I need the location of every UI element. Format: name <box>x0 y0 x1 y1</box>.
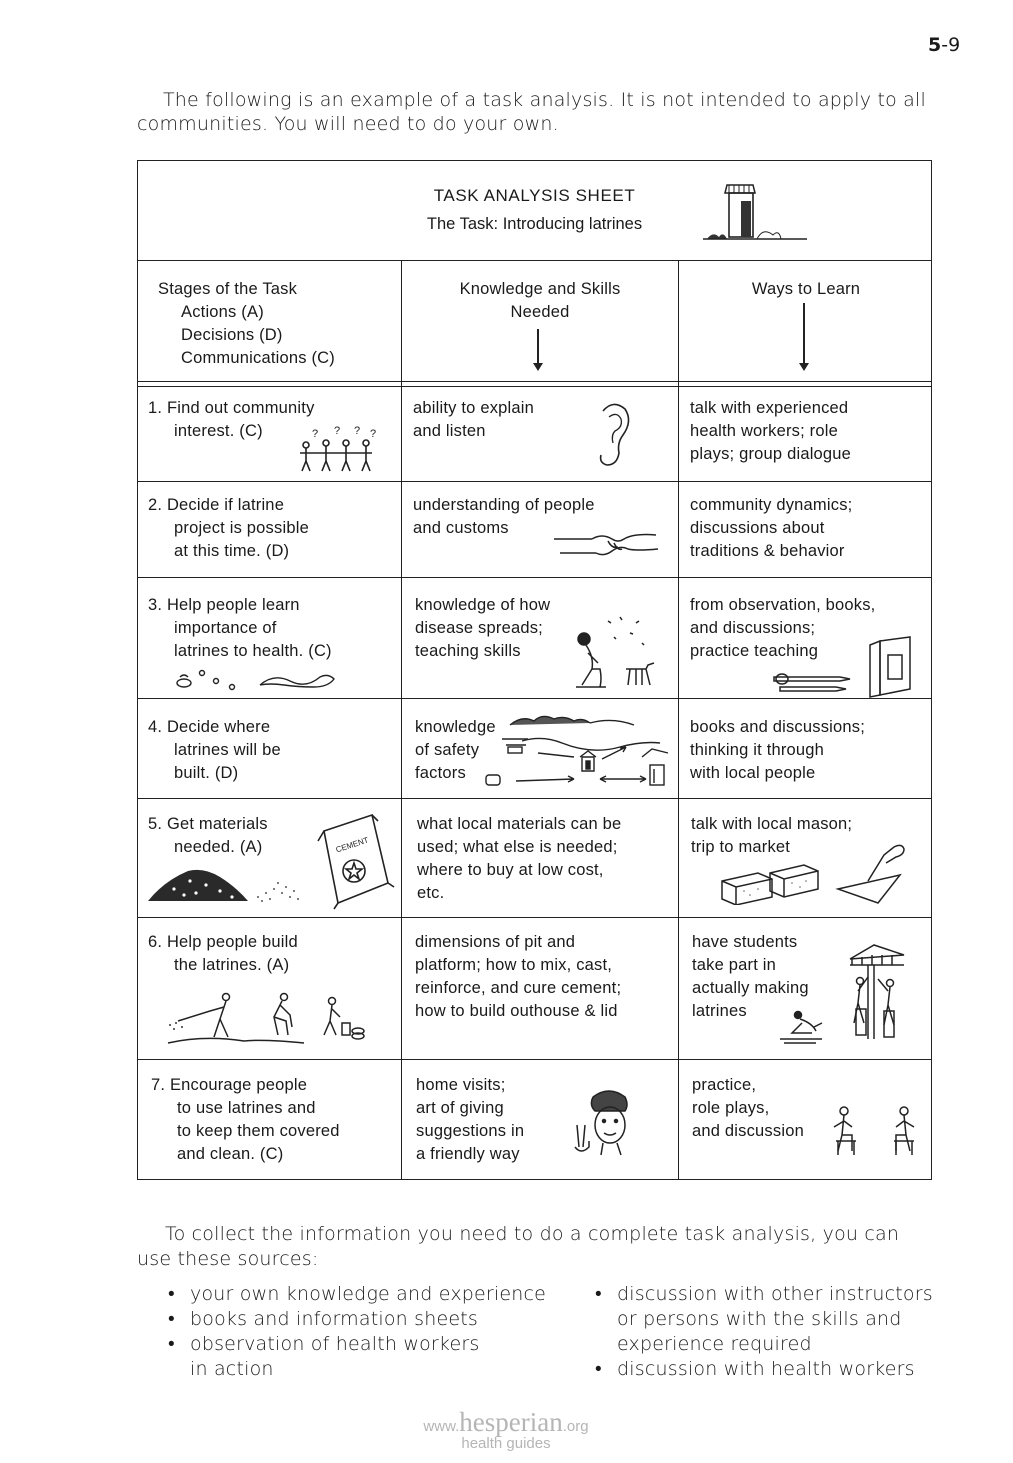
page-number: 5-9 <box>928 34 961 56</box>
list-item: • discussion with health workers <box>591 1357 933 1382</box>
list-item-continuation: or persons with the skills and <box>617 1308 902 1330</box>
row2-knowledge: understanding of people and customs <box>413 496 595 537</box>
svg-text:?: ? <box>370 428 377 440</box>
students-building-icon <box>770 943 910 1053</box>
handshake-icon <box>552 527 662 563</box>
bricks-trowel-icon <box>718 833 918 905</box>
intro-paragraph: The following is an example of a task analysis. It is not intended to apply to all communities. You will need to do your own. <box>137 89 926 135</box>
header-ways: Ways to Learn <box>751 280 861 298</box>
workers-digging-icon <box>164 991 384 1047</box>
svg-text:?: ? <box>354 425 361 437</box>
brand-name: hesperian <box>459 1407 563 1437</box>
list-item-continuation: experience required <box>617 1333 812 1355</box>
row4-knowledge: knowledge of safety factors <box>415 718 496 782</box>
person-dog-icon <box>570 613 660 693</box>
latrine-outhouse-icon <box>703 175 808 243</box>
arrow-down-icon <box>537 329 539 369</box>
sources-list-right <box>591 1282 933 1382</box>
svg-text:?: ? <box>334 425 341 437</box>
row6-knowledge: dimensions of pit and platform; how to mix, cast, reinforce, and cure cement; how to build outhouse & lid <box>415 933 622 1020</box>
svg-text:?: ? <box>312 428 319 440</box>
book-pencils-icon <box>770 635 922 699</box>
row5-ways: talk with local mason; trip to market <box>691 815 853 856</box>
row2-ways: community dynamics; discussions about traditions & behavior <box>690 496 853 560</box>
row2-stage: 2. Decide if latrine project is possible at this time. (D) <box>148 496 309 560</box>
row4-ways: books and discussions; thinking it through with local people <box>690 718 865 782</box>
row3-stage: 3. Help people learn importance of latrines to health. (C) <box>148 596 332 660</box>
row5-stage: 5. Get materials needed. (A) <box>148 815 268 856</box>
row1-knowledge: ability to explain and listen <box>413 399 535 440</box>
row7-ways: practice, role plays, and discussion <box>692 1076 804 1140</box>
list-item-continuation: in action <box>190 1358 274 1380</box>
row4-stage: 4. Decide where latrines will be built. (D) <box>148 718 281 782</box>
header-knowledge: Knowledge and Skills Needed <box>459 280 621 321</box>
row6-ways: have students take part in actually making latrines <box>692 933 809 1020</box>
sheet-header <box>138 181 931 237</box>
cement-bag-icon <box>314 811 398 911</box>
row1-ways: talk with experienced health workers; role plays; group dialogue <box>690 399 852 463</box>
gravel-pile-icon <box>144 859 324 905</box>
list-item: • observation of health workers <box>164 1332 546 1357</box>
role-play-icon <box>826 1105 926 1167</box>
row3-knowledge: knowledge of how disease spreads; teaching skills <box>415 596 551 660</box>
sheet-task: The Task: Introducing latrines <box>426 215 643 233</box>
brand-subtitle: health guides <box>461 1435 551 1452</box>
header-stages: Stages of the Task Actions (A) Decisions (D) Communications (C) <box>158 280 335 367</box>
flies-worm-icon <box>174 661 344 693</box>
list-item: • books and information sheets <box>164 1307 546 1332</box>
row5-knowledge: what local materials can be used; what else is needed; where to buy at low cost, etc. <box>417 815 622 902</box>
list-item: • discussion with other instructors <box>591 1282 933 1307</box>
row7-knowledge: home visits; art of giving suggestions in a friendly way <box>416 1076 525 1163</box>
community-people-icon <box>296 425 380 475</box>
outro-paragraph: To collect the information you need to do a complete task analysis, you can use these sources: <box>137 1223 900 1270</box>
task-analysis-table <box>137 160 932 1180</box>
list-item: • your own knowledge and experience <box>164 1282 546 1307</box>
arrow-down-icon <box>803 303 805 369</box>
row6-stage: 6. Help people build the latrines. (A) <box>148 933 298 974</box>
woman-face-icon <box>563 1085 643 1167</box>
sheet-title: TASK ANALYSIS SHEET <box>433 186 636 205</box>
cement-label: CEMENT <box>334 835 370 855</box>
hesperian-watermark: www.hesperian.org health guides <box>386 1408 626 1451</box>
row1-stage: 1. Find out community interest. (C) <box>148 399 315 440</box>
landscape-map-icon <box>482 713 672 793</box>
row3-ways: from observation, books, and discussions; practice teaching <box>690 596 876 660</box>
sources-list-left <box>164 1282 546 1382</box>
ear-icon <box>593 399 635 471</box>
row7-stage: 7. Encourage people to use latrines and to keep them covered and clean. (C) <box>151 1076 340 1163</box>
